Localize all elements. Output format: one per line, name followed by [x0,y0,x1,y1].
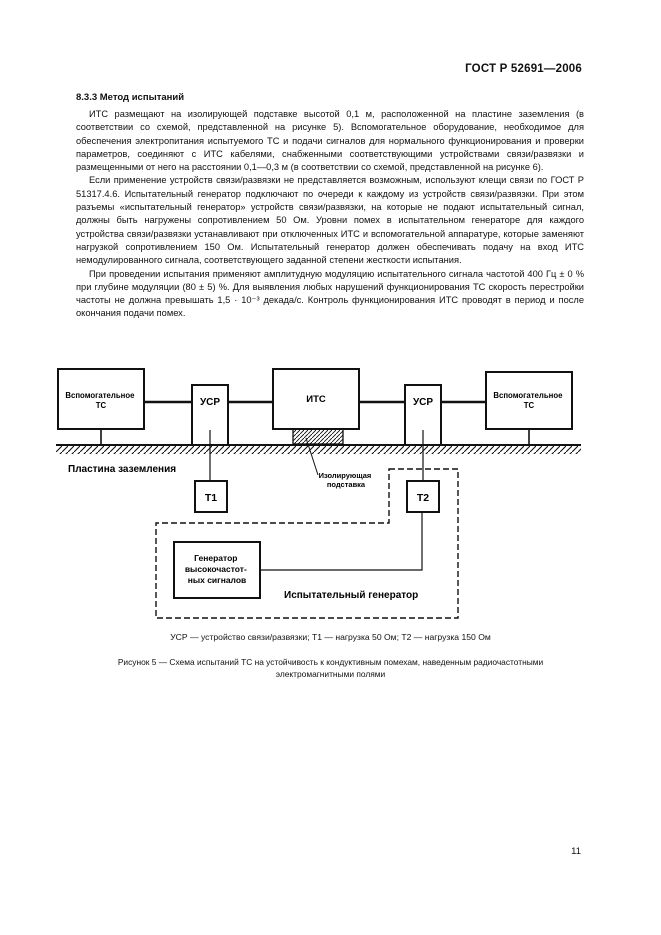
figure-legend: УСР — устройство связи/развязки; Т1 — нагрузка 50 Ом; Т2 — нагрузка 150 Ом [170,632,491,642]
stand-label [319,471,374,489]
figure-caption-line2: электромагнитными полями [275,668,386,679]
generator-connection-line [260,512,422,570]
rf-generator-line2: высокочастот- [184,564,247,574]
ground-plate [56,445,581,454]
rf-generator-line3: ных сигналов [187,575,247,585]
t1-label: Т1 [204,492,218,504]
insulating-stand [293,429,343,444]
standard-code: ГОСТ Р 52691—2006 [465,63,582,75]
usr-right-label: УСР [412,397,434,408]
stand-label-line1: Изолирующая [318,471,372,480]
figure-caption [110,657,551,680]
eut-label: ИТС [306,394,326,405]
figure-caption-line1: Рисунок 5 — Схема испытаний ТС на устойчивость к кондуктивным помехам, наведенным радиочастотными [117,657,544,667]
section-heading: 8.3.3 Метод испытаний [76,92,185,103]
ground-plate-label: Пластина заземления [68,464,177,475]
test-generator-label: Испытательный генератор [284,590,419,601]
rf-generator-line1: Генератор [194,553,238,563]
aux-right-line2: ТС [523,401,535,410]
stand-label-line2: подставка [326,480,366,489]
paragraph: Если применение устройств связи/развязки не представляется возможным, используют клещи связи по ГОСТ Р 51317.4.6. Испытательный генератор подключают по очереди к каждому из устройств связи/развязки. При этом разъемы «испытательный генератор» устройств связи/развязки, на которые не подают испытательный сигнал, должны быть нагружены сопротивлением 50 Ом. Уровни помех в испытательном генераторе для каждого устройства связи/развязки устанавливают при отключенных ИТС и вспомогательной аппаратуре, которые заменяют нагрузкой сопротивлением 150 Ом. Испытательный генератор должен обеспечивать подачу на вход ИТС немодулированного сигнала, соответствующего заданной степени жесткости испытания. [76,175,584,266]
paragraph: При проведении испытания применяют амплитудную модуляцию испытательного сигнала частотой 400 Гц ± 0 % при глубине модуляции (80 ± 5) %. Для выявления любых нарушений функционирования ТС скорость перестройки частоты не должна превышать 1,5 · 10⁻³ декада/с. Контроль функционирования ИТС проводят в период и после окончания подачи помех. [76,268,584,319]
aux-left-line2: ТС [95,401,107,410]
usr-left-label: УСР [199,397,221,408]
test-setup-diagram [56,362,586,624]
rf-generator-label [185,553,249,585]
section-body [76,108,584,321]
aux-left-line1: Вспомогательное [65,391,135,400]
aux-right-line1: Вспомогательное [493,391,563,400]
paragraph: ИТС размещают на изолирующей подставке высотой 0,1 м, расположенной на пластине заземления (в соответствии со схемой, представленной на рисунке 5). Вспомогательное оборудование, необходимое для обеспечения электропитания испытуемого ТС и подачи сигналов для нормального функционирования и проверки параметров, соединяют с ИТС кабелями, снабженными соответствующими устройствами связи/развязки и размещенными от него на расстоянии 0,1—0,3 м (в соответствии со схемой, представленной на рисунке 6). [76,109,584,173]
page-number: 11 [571,846,581,857]
t2-label: Т2 [416,492,430,504]
